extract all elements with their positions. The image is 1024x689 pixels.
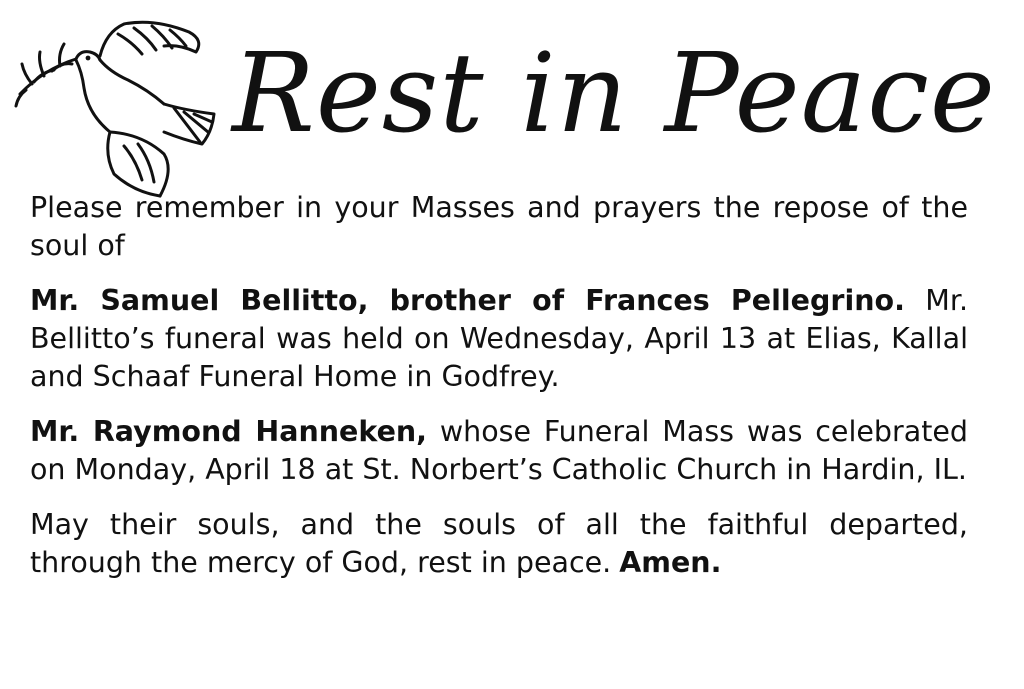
intro-paragraph: Please remember in your Masses and prayers the repose of the soul of — [30, 191, 968, 262]
entry-paragraph-bellitto — [30, 282, 968, 396]
entry-text: Mr. Bellitto’s funeral was held on Wednesday, April 13 at Elias, Kallal and Schaaf Funeral Home in Godfrey. — [30, 284, 969, 393]
entry-text: whose Funeral Mass was celebrated on Monday, April 18 at St. Norbert’s Catholic Church in Hardin, IL. — [30, 415, 968, 486]
dove-eye — [86, 56, 91, 61]
closing-paragraph — [30, 506, 968, 582]
dove-with-olive-branch-icon — [14, 14, 219, 199]
entry-paragraph-hanneken — [30, 413, 968, 489]
page-title: Rest in Peace — [232, 29, 996, 157]
entry-name: Mr. Raymond Hanneken, — [30, 415, 428, 448]
closing-text: May their souls, and the souls of all the faithful departed, through the mercy of God, rest in peace. — [30, 508, 968, 579]
notice-body — [30, 189, 968, 599]
amen-text: Amen. — [619, 546, 722, 579]
entry-name: Mr. Samuel Bellitto, brother of Frances Pellegrino. — [30, 284, 905, 317]
